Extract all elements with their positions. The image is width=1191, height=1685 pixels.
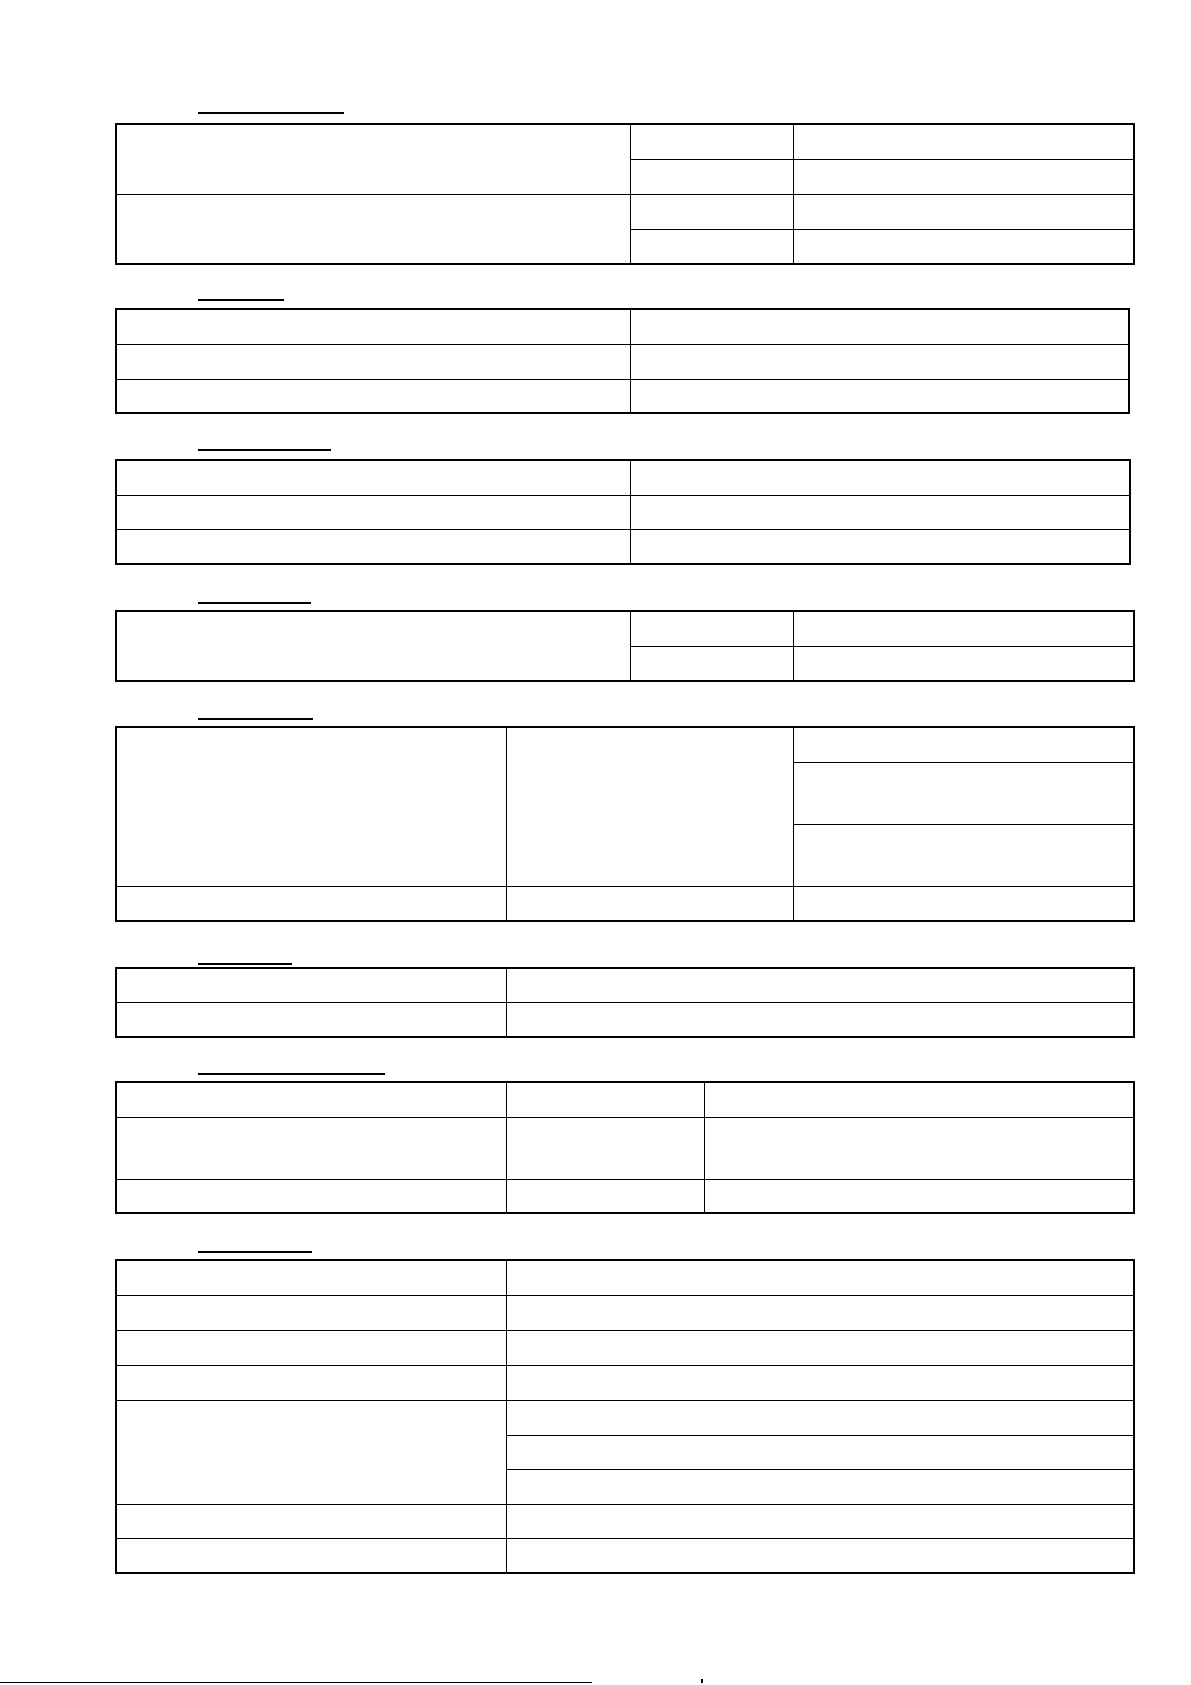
table-cell	[116, 344, 630, 379]
table-cell	[116, 1365, 506, 1400]
table-cell	[116, 1002, 506, 1037]
table-input-cell[interactable]	[630, 309, 1129, 344]
table-input-cell[interactable]	[506, 1260, 1134, 1295]
table-input-cell[interactable]	[704, 1082, 1134, 1117]
table-input-cell[interactable]	[630, 529, 1130, 564]
table-input-cell[interactable]	[793, 886, 1134, 921]
table-cell	[506, 1117, 704, 1179]
table-cell	[116, 1260, 506, 1295]
table-input-cell[interactable]	[506, 1002, 1134, 1037]
table-input-cell[interactable]	[793, 727, 1134, 762]
table-cell	[630, 124, 793, 159]
section-1-title	[198, 92, 344, 114]
table-input-cell[interactable]	[630, 495, 1130, 529]
table-cell	[116, 1082, 506, 1117]
table-cell	[116, 1538, 506, 1573]
section-7-table	[115, 1081, 1135, 1214]
table-input-cell[interactable]	[793, 762, 1134, 824]
table-cell	[506, 886, 793, 921]
table-cell	[116, 727, 506, 886]
section-5-table	[115, 726, 1135, 922]
table-cell	[116, 1179, 506, 1213]
section-4-title	[198, 582, 311, 604]
section-7-title	[198, 1053, 385, 1075]
section-1-table	[115, 123, 1135, 265]
table-input-cell[interactable]	[506, 1504, 1134, 1538]
table-cell	[116, 495, 630, 529]
table-cell	[116, 194, 630, 264]
section-8-title	[198, 1231, 312, 1253]
table-cell	[116, 968, 506, 1002]
table-input-cell[interactable]	[704, 1179, 1134, 1213]
table-cell	[116, 1330, 506, 1365]
section-6-table	[115, 967, 1135, 1038]
table-input-cell[interactable]	[506, 1538, 1134, 1573]
section-6-title	[198, 943, 292, 965]
table-cell	[116, 611, 630, 681]
table-cell	[506, 1082, 704, 1117]
table-cell	[506, 727, 793, 886]
table-input-cell[interactable]	[793, 194, 1134, 229]
table-cell	[116, 379, 630, 413]
table-input-cell[interactable]	[506, 1295, 1134, 1330]
table-cell	[116, 529, 630, 564]
page-mark	[701, 1679, 703, 1683]
footnote-separator	[0, 1682, 592, 1683]
table-input-cell[interactable]	[793, 611, 1134, 646]
table-input-cell[interactable]	[630, 460, 1130, 495]
section-2-title	[198, 279, 284, 301]
table-cell	[116, 1400, 506, 1504]
table-cell	[116, 460, 630, 495]
table-input-cell[interactable]	[506, 1435, 1134, 1469]
table-cell	[630, 229, 793, 264]
section-5-title	[198, 698, 313, 720]
table-input-cell[interactable]	[630, 379, 1129, 413]
section-8-table	[115, 1259, 1135, 1574]
table-input-cell[interactable]	[506, 1365, 1134, 1400]
table-input-cell[interactable]	[506, 968, 1134, 1002]
table-cell	[630, 611, 793, 646]
table-input-cell[interactable]	[704, 1117, 1134, 1179]
table-input-cell[interactable]	[506, 1400, 1134, 1435]
table-input-cell[interactable]	[793, 124, 1134, 159]
table-cell	[116, 886, 506, 921]
table-cell	[630, 159, 793, 194]
table-input-cell[interactable]	[793, 646, 1134, 681]
table-input-cell[interactable]	[793, 824, 1134, 886]
section-3-title	[198, 429, 331, 451]
table-cell	[630, 646, 793, 681]
table-cell	[116, 1117, 506, 1179]
table-input-cell[interactable]	[506, 1469, 1134, 1504]
table-input-cell[interactable]	[506, 1330, 1134, 1365]
table-cell	[116, 309, 630, 344]
table-cell	[630, 194, 793, 229]
table-input-cell[interactable]	[793, 159, 1134, 194]
table-input-cell[interactable]	[793, 229, 1134, 264]
table-cell	[116, 1504, 506, 1538]
table-cell	[506, 1179, 704, 1213]
section-4-table	[115, 610, 1135, 682]
section-2-table	[115, 308, 1130, 414]
table-input-cell[interactable]	[630, 344, 1129, 379]
section-3-table	[115, 459, 1131, 565]
table-cell	[116, 1295, 506, 1330]
table-cell	[116, 124, 630, 194]
